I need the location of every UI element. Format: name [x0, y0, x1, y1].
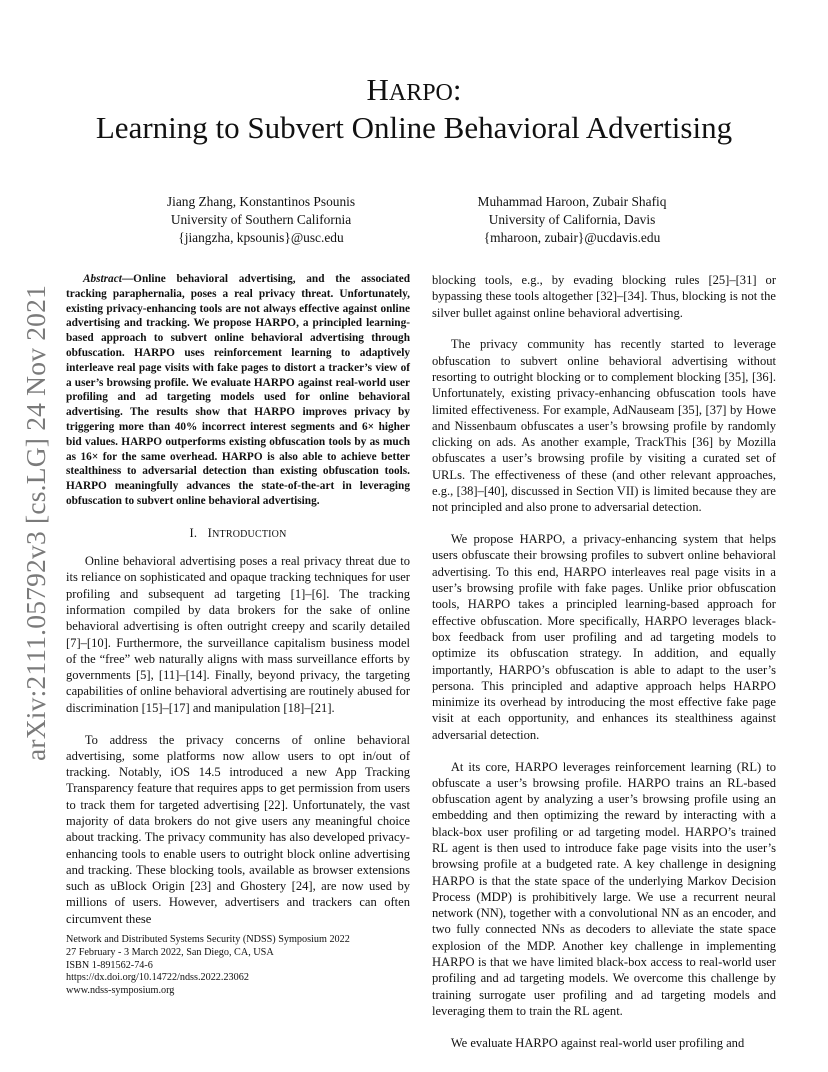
- footnote-line: Network and Distributed Systems Security (NDSS) Symposium 2022: [66, 934, 350, 945]
- section-title-initial: I: [207, 525, 213, 540]
- paper-title-line-1: [60, 72, 768, 111]
- conference-footnote: [66, 934, 410, 998]
- footnote-doi-link[interactable]: https://dx.doi.org/10.14722/ndss.2022.23062: [66, 972, 249, 984]
- right-column: [432, 272, 776, 1051]
- author-email: {jiangzha, kpsounis}@usc.edu: [178, 230, 344, 245]
- author-affiliation: University of Southern California: [170, 212, 352, 227]
- author-block-usc: [126, 193, 396, 247]
- paper-title-line-2: Learning to Subvert Online Behavioral Advertising: [95, 110, 733, 145]
- footnote-line: 27 February - 3 March 2022, San Diego, CA, USA: [66, 946, 274, 958]
- left-column: [66, 272, 410, 927]
- arxiv-identifier: arXiv:2111.05792v3 [cs.LG] 24 Nov 2021: [20, 284, 51, 762]
- body-paragraph: The privacy community has recently started to leverage obfuscation to subvert online behavioral advertising without resorting to outright blocking or to complement blocking [35], [36]. Unfortunately, existing privacy-enhancing obfuscation tools have limited effectiveness. For example, AdNauseam [35], [37] by Howe and Nissenbaum obfuscates a user’s browsing profile by randomly clicking on ads. As another example, TrackThis [36] by Mozilla obfuscates a user’s browsing profile by visiting a curated set of URLs. The effectiveness of these (and other relevant approaches, e.g., [38]–[40], discussed in Section VII) is limited because they are not principled and also prone to adversarial detection.: [432, 337, 776, 515]
- author-email: {mharoon, zubair}@ucdavis.edu: [483, 230, 661, 245]
- body-paragraph: To address the privacy concerns of online behavioral advertising, some platforms now allow users to opt in/out of tracking. Notably, iOS 14.5 introduced a new App Tracking Transparency feature that requires apps to get permission from users to track them for targeted advertising [22]. Unfortunately, the vast majority of data brokers do not give users any meaningful choice about tracking. The privacy community has also developed privacy-enhancing tools to enable users to outright block online advertising and tracking. These blocking tools, available as browser extensions such as uBlock Origin [23] and Ghostery [24], are now used by millions of users. However, advertisers and trackers can often circumvent these: [66, 732, 410, 926]
- title-colon: :: [452, 72, 462, 107]
- title-system-name: ARPO: [388, 80, 453, 106]
- abstract: [66, 272, 410, 509]
- section-title-rest: NTRODUCTION: [212, 528, 287, 540]
- section-number: I.: [189, 525, 198, 540]
- author-names: Jiang Zhang, Konstantinos Psounis: [166, 194, 356, 209]
- footnote-line: ISBN 1-891562-74-6: [66, 959, 153, 971]
- author-affiliation: University of California, Davis: [488, 212, 656, 227]
- body-paragraph: We evaluate HARPO against real-world user profiling and: [450, 1035, 745, 1050]
- footnote-website-link[interactable]: www.ndss-symposium.org: [66, 985, 175, 997]
- title-initial: H: [366, 72, 389, 107]
- body-paragraph: Online behavioral advertising poses a real privacy threat due to its reliance on sophisticated and opaque tracking techniques for user profiling and subsequent ad targeting [1]–[6]. The tracking information compiled by data brokers for the sake of online behavioral advertising is often outright creepy and scarily detailed [7]–[10]. Furthermore, the surveillance capitalism business model of the “free” web naturally aligns with mass surveillance efforts by governments [5], [11]–[14]. Finally, beyond privacy, the targeting capabilities of online behavioral advertising are routinely abused for discrimination [15]–[17] and manipulation [18]–[21].: [66, 554, 410, 715]
- arxiv-sidebar-stamp: [16, 283, 56, 763]
- abstract-text: —Online behavioral advertising, and the associated tracking paraphernalia, poses a real privacy threat. Unfortunately, existing privacy-enhancing tools are not always effective against online advertising and tracking. We propose HARPO, a principled learning-based approach to subvert online behavioral advertising through obfuscation. HARPO uses reinforcement learning to adaptively interleave real page visits with fake pages to distort a tracker’s view of a user’s browsing profile. We evaluate HARPO against real-world user profiling and ad targeting models used for online behavioral advertising. The results show that HARPO improves privacy by triggering more than 40% incorrect interest segments and 6× higher bid values. HARPO outperforms existing obfuscation tools by as much as 16× for the same overhead. HARPO is also able to achieve better stealthiness to adversarial detection than existing obfuscation tools. HARPO meaningfully advances the state-of-the-art in leveraging obfuscation to subvert online behavioral advertising.: [66, 273, 410, 507]
- author-block-ucdavis: [437, 193, 707, 247]
- body-paragraph: At its core, HARPO leverages reinforcement learning (RL) to obfuscate a user’s browsing profile. HARPO trains an RL-based obfuscation agent by analyzing a user’s browsing profile using an embedding and then optimizing the reward by interacting with a black-box user profiling or ad targeting model. HARPO’s trained RL agent is then used to introduce fake page visits into the user’s browsing profile at a budgeted rate. A key challenge in designing HARPO is that the state space of the underlying Markov Decision Process (MDP) is prohibitively large. We use a recurrent neural network (NN), together with a convolutional NN as an encoder, and two fully connected NNs as decoders to alleviate the state space explosion of the MDP. Another key challenge in implementing HARPO is that we have limited black-box access to real-world user profiling and ad targeting models. We overcome this challenge by training surrogate user profiling and ad targeting models and leveraging them to train the RL agent.: [432, 759, 776, 1018]
- author-names: Muhammad Haroon, Zubair Shafiq: [477, 194, 667, 209]
- abstract-label: Abstract: [82, 273, 122, 285]
- section-heading-introduction: [66, 525, 410, 543]
- body-paragraph: We propose HARPO, a privacy-enhancing system that helps users obfuscate their browsing profiles to subvert online behavioral advertising. To this end, HARPO interleaves real page visits in a user’s browsing profile with fake pages. Unlike prior obfuscation tools, HARPO takes a principled learning-based approach for effective obfuscation. More specifically, HARPO leverages black-box feedback from user profiling and ad targeting models to optimize its obfuscation strategy. In addition, and equally importantly, HARPO’s obfuscation is able to adapt to the user’s persona. This principled and adaptive approach helps HARPO minimize its overhead by introducing the most effective fake page visit at each opportunity, and enhances its stealthiness against adversarial detection.: [432, 532, 776, 742]
- body-paragraph: blocking tools, e.g., by evading blocking rules [25]–[31] or bypassing these tools altogether [32]–[34]. Thus, blocking is not the silver bullet against online behavioral advertising.: [432, 273, 776, 320]
